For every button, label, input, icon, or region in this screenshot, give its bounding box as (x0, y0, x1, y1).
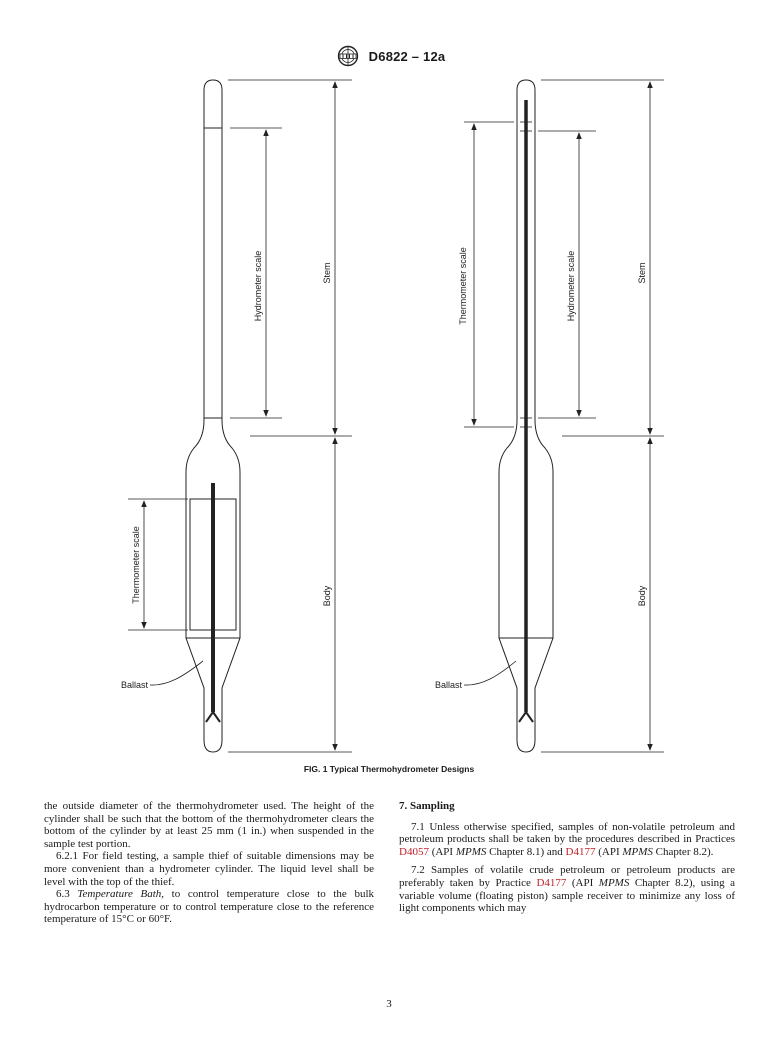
paragraph-6-3 (44, 888, 374, 926)
page-number: 3 (386, 998, 392, 1010)
left-hydrometer-scale-label: Hydrometer scale (253, 250, 263, 322)
right-ballast-label: Ballast (434, 680, 462, 690)
right-hydrometer-scale-label: Hydrometer scale (566, 250, 576, 322)
figure-caption: FIG. 1 Typical Thermohydrometer Designs (303, 764, 475, 774)
left-stem-label: Stem (322, 262, 332, 284)
right-stem-label: Stem (637, 262, 647, 284)
paragraph-6-2-1: 6.2.1 For field testing, a sample thief of suitable dimensions may be more convenient than a hydrometer cylinder. The liquid level shall be level with the top of the thief. (44, 850, 374, 888)
right-body-label: Body (637, 585, 647, 607)
paragraph-7-2: 7.2 Samples of volatile crude petroleum or petroleum products are preferably taken by Practice D4177 (API MPMS Chapter 8.2), using a variable volume (floating piston) sample receiver to minimize any loss of light components which may (399, 864, 736, 915)
paragraph-7-1: 7.1 Unless otherwise specified, samples of non-volatile petroleum and petroleum products shall be taken by the procedures described in Practices D4057 (API MPMS Chapter 8.1) and D4177 (API MPMS Chapter 8.2). (399, 820, 735, 858)
right-thermometer-bulb (519, 712, 533, 722)
left-thermohydrometer (128, 80, 352, 752)
right-column (399, 800, 735, 915)
left-ballast-label: Ballast (120, 680, 148, 690)
section-heading-sampling: 7. Sampling (399, 800, 455, 812)
paragraph-6-2-continued: the outside diameter of the thermohydrometer used. The height of the cylinder shall be such that the bottom of the thermohydrometer clears the bottom of the cylinder by at least 25 mm (1 in.) when suspended in the sample test portion. (44, 800, 374, 850)
right-thermometer-scale-label: Thermometer scale (458, 247, 468, 325)
right-thermohydrometer (464, 80, 664, 752)
paragraph-6-3-number: 6.3 (56, 888, 70, 901)
ref-link-d4177[interactable]: D4177 (565, 845, 596, 858)
left-column (44, 800, 374, 926)
paragraph-6-3-term: Temperature Bath (77, 888, 162, 901)
ref-link-d4057[interactable]: D4057 (399, 845, 429, 858)
paragraph-6-3-text: , to control temperature close to the bulk hydrocarbon temperature or to control temperature close to the reference temperature of 15°C or 60°F. (44, 888, 375, 926)
ref-link-d4177-2[interactable]: D4177 (536, 876, 567, 889)
left-thermometer-scale-label: Thermometer scale (131, 526, 141, 604)
left-thermometer-bulb (206, 712, 220, 722)
left-body-label: Body (322, 585, 332, 607)
designation: D6822 – 12a (368, 48, 446, 64)
